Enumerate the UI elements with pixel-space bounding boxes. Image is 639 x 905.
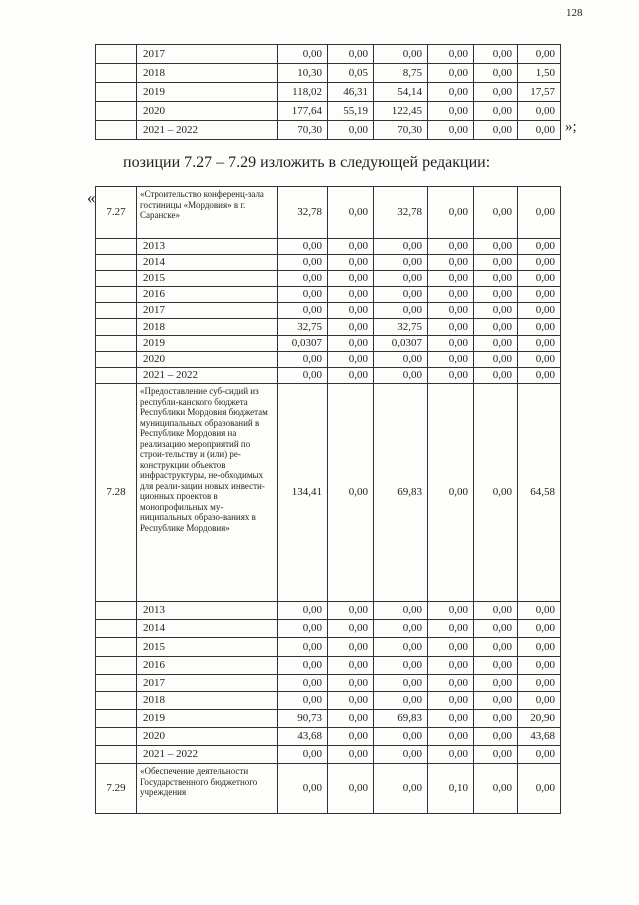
- value-cell: 0,00: [328, 675, 374, 692]
- row-index: [96, 692, 137, 710]
- row-year: 2021 – 2022: [137, 746, 278, 764]
- value-cell: 0,00: [518, 336, 561, 352]
- row-year: 2019: [137, 83, 278, 102]
- section-heading: позиции 7.27 – 7.29 изложить в следующей редакции:: [123, 154, 491, 171]
- table-row: [96, 121, 561, 140]
- value-cell: 0,00: [518, 675, 561, 692]
- value-cell: 0,00: [518, 271, 561, 287]
- row-year: 2021 – 2022: [137, 121, 278, 140]
- row-index: [96, 710, 137, 728]
- row-index: [96, 45, 137, 64]
- value-cell: 0,00: [428, 271, 474, 287]
- row-index: [96, 102, 137, 121]
- table-row: [96, 287, 561, 303]
- value-cell: 0,00: [278, 303, 328, 319]
- value-cell: 0,00: [428, 638, 474, 657]
- row-year: 2017: [137, 675, 278, 692]
- table-row: [96, 384, 561, 602]
- value-cell: 118,02: [278, 83, 328, 102]
- row-index: [96, 303, 137, 319]
- value-cell: 0,00: [474, 271, 518, 287]
- value-cell: 0,00: [474, 602, 518, 620]
- value-cell: 32,75: [374, 319, 428, 336]
- value-cell: 0,00: [474, 121, 518, 140]
- table-row: [96, 239, 561, 255]
- value-cell: 122,45: [374, 102, 428, 121]
- row-year: 2014: [137, 255, 278, 271]
- value-cell: 70,30: [278, 121, 328, 140]
- value-cell: 0,00: [474, 102, 518, 121]
- value-cell: 0,00: [474, 657, 518, 675]
- value-cell: 0,00: [328, 620, 374, 638]
- value-cell: 0,00: [278, 675, 328, 692]
- row-index: [96, 239, 137, 255]
- closing-quote-mark: »;: [565, 119, 577, 135]
- value-cell: 0,00: [278, 602, 328, 620]
- value-cell: 0,00: [474, 239, 518, 255]
- value-cell: 0,00: [474, 64, 518, 83]
- value-cell: 0,00: [474, 368, 518, 384]
- value-cell: 0,00: [428, 239, 474, 255]
- value-cell: 32,78: [374, 187, 428, 239]
- row-index: [96, 255, 137, 271]
- value-cell: 54,14: [374, 83, 428, 102]
- page-number: 128: [566, 7, 583, 19]
- value-cell: 0,00: [374, 746, 428, 764]
- value-cell: 0,00: [474, 287, 518, 303]
- value-cell: 0,00: [474, 319, 518, 336]
- value-cell: 0,00: [328, 239, 374, 255]
- row-index: [96, 602, 137, 620]
- value-cell: 0,00: [428, 336, 474, 352]
- value-cell: 0,00: [374, 638, 428, 657]
- value-cell: 0,00: [374, 764, 428, 814]
- row-index: [96, 368, 137, 384]
- value-cell: 0,00: [374, 287, 428, 303]
- row-index: [96, 83, 137, 102]
- value-cell: 69,83: [374, 384, 428, 602]
- table-row: [96, 675, 561, 692]
- value-cell: 0,00: [374, 352, 428, 368]
- row-year: 2021 – 2022: [137, 368, 278, 384]
- value-cell: 69,83: [374, 710, 428, 728]
- value-cell: 0,00: [374, 239, 428, 255]
- value-cell: 0,00: [374, 255, 428, 271]
- value-cell: 0,00: [518, 602, 561, 620]
- value-cell: 64,58: [518, 384, 561, 602]
- row-year: 2018: [137, 319, 278, 336]
- value-cell: 0,00: [474, 710, 518, 728]
- value-cell: 0,00: [374, 620, 428, 638]
- value-cell: 43,68: [518, 728, 561, 746]
- value-cell: 0,00: [278, 638, 328, 657]
- row-year: 2019: [137, 710, 278, 728]
- value-cell: 0,0307: [374, 336, 428, 352]
- value-cell: 0,00: [474, 620, 518, 638]
- value-cell: 0,00: [428, 303, 474, 319]
- value-cell: 0,00: [328, 710, 374, 728]
- value-cell: 0,00: [278, 352, 328, 368]
- value-cell: 0,00: [518, 764, 561, 814]
- value-cell: 0,00: [474, 764, 518, 814]
- value-cell: 1,50: [518, 64, 561, 83]
- row-year: 2017: [137, 303, 278, 319]
- row-index: 7.27: [96, 187, 137, 239]
- value-cell: 17,57: [518, 83, 561, 102]
- value-cell: 20,90: [518, 710, 561, 728]
- value-cell: 0,00: [474, 728, 518, 746]
- value-cell: 0,00: [474, 83, 518, 102]
- value-cell: 0,00: [474, 384, 518, 602]
- table-row: [96, 271, 561, 287]
- opening-quote-mark: «: [87, 188, 96, 207]
- value-cell: 46,31: [328, 83, 374, 102]
- row-index: [96, 352, 137, 368]
- value-cell: 0,00: [278, 657, 328, 675]
- value-cell: 0,00: [518, 657, 561, 675]
- table-row: [96, 187, 561, 239]
- row-index: [96, 746, 137, 764]
- value-cell: 0,0307: [278, 336, 328, 352]
- row-year: 2016: [137, 287, 278, 303]
- value-cell: 0,00: [278, 255, 328, 271]
- table-row: [96, 102, 561, 121]
- value-cell: 0,00: [328, 368, 374, 384]
- row-index: [96, 620, 137, 638]
- value-cell: 0,00: [518, 368, 561, 384]
- value-cell: 0,00: [518, 746, 561, 764]
- table-row: [96, 728, 561, 746]
- row-index: [96, 657, 137, 675]
- value-cell: 55,19: [328, 102, 374, 121]
- value-cell: 0,00: [328, 271, 374, 287]
- value-cell: 0,00: [428, 675, 474, 692]
- value-cell: 0,00: [518, 45, 561, 64]
- value-cell: 0,00: [328, 187, 374, 239]
- value-cell: 0,00: [328, 255, 374, 271]
- value-cell: 0,00: [474, 303, 518, 319]
- value-cell: 0,00: [518, 303, 561, 319]
- value-cell: 0,00: [474, 255, 518, 271]
- row-index: [96, 728, 137, 746]
- row-index: [96, 319, 137, 336]
- value-cell: 0,00: [518, 620, 561, 638]
- value-cell: 0,00: [328, 638, 374, 657]
- value-cell: 0,00: [328, 746, 374, 764]
- row-index: 7.29: [96, 764, 137, 814]
- value-cell: 0,00: [518, 121, 561, 140]
- value-cell: 0,00: [328, 287, 374, 303]
- row-year: 2013: [137, 602, 278, 620]
- table-row: [96, 746, 561, 764]
- value-cell: 0,00: [428, 287, 474, 303]
- value-cell: 43,68: [278, 728, 328, 746]
- value-cell: 0,00: [474, 675, 518, 692]
- main-table: [95, 186, 561, 814]
- row-year: 2020: [137, 728, 278, 746]
- value-cell: 32,78: [278, 187, 328, 239]
- row-year: 2015: [137, 638, 278, 657]
- value-cell: 0,00: [328, 692, 374, 710]
- table-row: [96, 692, 561, 710]
- table-row: [96, 336, 561, 352]
- value-cell: 0,00: [428, 64, 474, 83]
- value-cell: 0,00: [328, 728, 374, 746]
- value-cell: 0,00: [474, 352, 518, 368]
- row-index: [96, 64, 137, 83]
- value-cell: 0,00: [374, 602, 428, 620]
- value-cell: 0,00: [278, 692, 328, 710]
- value-cell: 0,00: [428, 620, 474, 638]
- value-cell: 0,00: [278, 287, 328, 303]
- value-cell: 32,75: [278, 319, 328, 336]
- value-cell: 70,30: [374, 121, 428, 140]
- row-year: 2020: [137, 102, 278, 121]
- value-cell: 0,00: [328, 319, 374, 336]
- value-cell: 0,00: [518, 187, 561, 239]
- row-index: [96, 271, 137, 287]
- value-cell: 0,00: [374, 271, 428, 287]
- value-cell: 0,00: [428, 121, 474, 140]
- value-cell: 0,00: [374, 657, 428, 675]
- value-cell: 0,05: [328, 64, 374, 83]
- value-cell: 0,00: [474, 746, 518, 764]
- value-cell: 0,00: [518, 319, 561, 336]
- value-cell: 0,00: [328, 352, 374, 368]
- row-year: 2018: [137, 64, 278, 83]
- value-cell: 0,00: [518, 692, 561, 710]
- top-table: [95, 44, 561, 140]
- value-cell: 0,00: [278, 746, 328, 764]
- value-cell: 0,00: [518, 287, 561, 303]
- value-cell: 0,00: [428, 657, 474, 675]
- table-row: [96, 638, 561, 657]
- row-year: 2015: [137, 271, 278, 287]
- table-row: [96, 64, 561, 83]
- value-cell: 0,00: [374, 692, 428, 710]
- value-cell: 0,00: [428, 45, 474, 64]
- row-index: [96, 336, 137, 352]
- table-row: [96, 255, 561, 271]
- value-cell: 0,00: [428, 692, 474, 710]
- value-cell: 0,00: [474, 45, 518, 64]
- table-row: [96, 657, 561, 675]
- table-row: [96, 303, 561, 319]
- value-cell: 0,00: [428, 728, 474, 746]
- table-row: [96, 764, 561, 814]
- row-year: 2020: [137, 352, 278, 368]
- value-cell: 0,00: [474, 336, 518, 352]
- value-cell: 0,00: [428, 319, 474, 336]
- value-cell: 0,00: [428, 384, 474, 602]
- row-index: [96, 287, 137, 303]
- value-cell: 0,00: [328, 45, 374, 64]
- row-index: 7.28: [96, 384, 137, 602]
- value-cell: 10,30: [278, 64, 328, 83]
- row-year: 2016: [137, 657, 278, 675]
- value-cell: 8,75: [374, 64, 428, 83]
- row-year: 2017: [137, 45, 278, 64]
- row-description: «Строительство конференц-зала гостиницы «Мордовия» в г. Саранске»: [137, 187, 278, 239]
- value-cell: 0,00: [328, 764, 374, 814]
- value-cell: 0,00: [428, 255, 474, 271]
- value-cell: 0,00: [328, 384, 374, 602]
- value-cell: 177,64: [278, 102, 328, 121]
- value-cell: 0,00: [428, 710, 474, 728]
- value-cell: 0,00: [428, 352, 474, 368]
- table-row: [96, 319, 561, 336]
- table-row: [96, 620, 561, 638]
- row-year: 2014: [137, 620, 278, 638]
- value-cell: 0,00: [278, 239, 328, 255]
- value-cell: 134,41: [278, 384, 328, 602]
- value-cell: 0,00: [328, 303, 374, 319]
- value-cell: 0,00: [428, 602, 474, 620]
- value-cell: 0,00: [374, 45, 428, 64]
- value-cell: 0,00: [428, 746, 474, 764]
- value-cell: 90,73: [278, 710, 328, 728]
- value-cell: 0,00: [278, 45, 328, 64]
- value-cell: 0,00: [328, 657, 374, 675]
- value-cell: 0,00: [278, 764, 328, 814]
- value-cell: 0,00: [474, 187, 518, 239]
- value-cell: 0,00: [428, 83, 474, 102]
- value-cell: 0,00: [518, 239, 561, 255]
- value-cell: 0,00: [374, 728, 428, 746]
- table-row: [96, 83, 561, 102]
- table-row: [96, 710, 561, 728]
- value-cell: 0,00: [518, 352, 561, 368]
- value-cell: 0,00: [374, 675, 428, 692]
- row-year: 2019: [137, 336, 278, 352]
- value-cell: 0,00: [428, 187, 474, 239]
- value-cell: 0,00: [518, 102, 561, 121]
- value-cell: 0,00: [374, 368, 428, 384]
- value-cell: 0,00: [428, 102, 474, 121]
- value-cell: 0,00: [474, 692, 518, 710]
- value-cell: 0,10: [428, 764, 474, 814]
- table-row: [96, 368, 561, 384]
- row-year: 2013: [137, 239, 278, 255]
- value-cell: 0,00: [278, 368, 328, 384]
- table-row: [96, 352, 561, 368]
- row-index: [96, 675, 137, 692]
- value-cell: 0,00: [518, 638, 561, 657]
- value-cell: 0,00: [278, 620, 328, 638]
- row-index: [96, 121, 137, 140]
- table-row: [96, 45, 561, 64]
- row-description: «Обеспечение деятельности Государственного бюджетного учреждения: [137, 764, 278, 814]
- value-cell: 0,00: [328, 602, 374, 620]
- value-cell: 0,00: [328, 336, 374, 352]
- row-year: 2018: [137, 692, 278, 710]
- value-cell: 0,00: [474, 638, 518, 657]
- value-cell: 0,00: [428, 368, 474, 384]
- table-row: [96, 602, 561, 620]
- value-cell: 0,00: [518, 255, 561, 271]
- value-cell: 0,00: [374, 303, 428, 319]
- row-description: «Предоставление суб-сидий из республи-канского бюджета Республики Мордовия бюджетам муниципальных образований в Республике Мордовия на реализацию мероприятий по строи-тельству и (или) ре-конструкции объектов инфраструктуры, не-обходимых для реали-зации новых инвести-ционных проектов в монопрофильных му-ниципальных образо-ваниях в Республике Мордовия»: [137, 384, 278, 602]
- value-cell: 0,00: [278, 271, 328, 287]
- row-index: [96, 638, 137, 657]
- value-cell: 0,00: [328, 121, 374, 140]
